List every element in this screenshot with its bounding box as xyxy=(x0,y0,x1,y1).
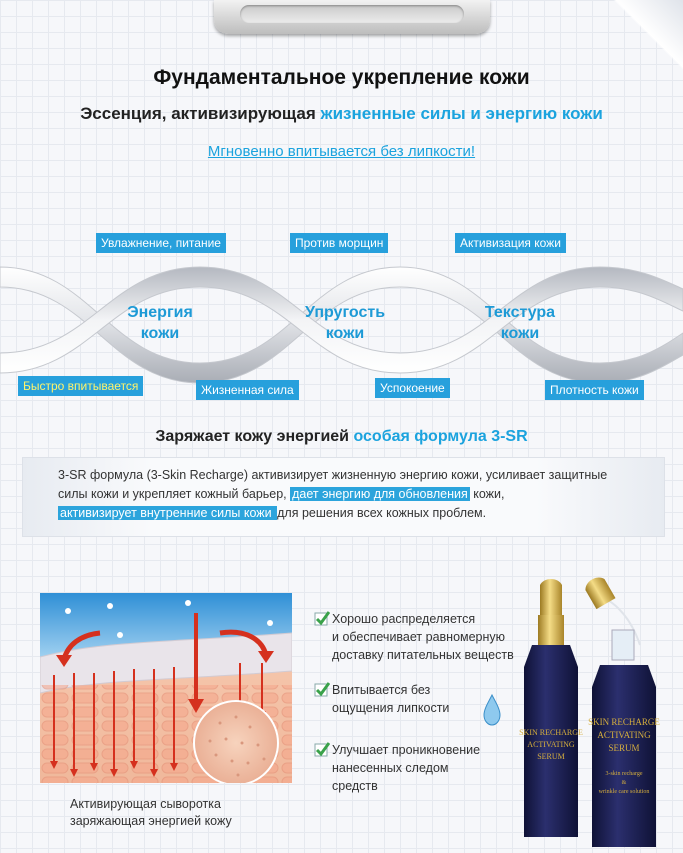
tag-anti-wrinkle: Против морщин xyxy=(290,233,388,253)
formula-heading-plain: Заряжает кожу энергией xyxy=(155,428,354,445)
page-title: Фундаментальное укрепление кожи xyxy=(153,66,530,89)
feature-text xyxy=(332,681,449,717)
caption-line: заряжающая энергией кожу xyxy=(70,814,232,828)
helix-label-texture xyxy=(470,302,570,344)
front-bottle xyxy=(592,665,656,847)
feature-line: Улучшает проникновение xyxy=(332,743,481,757)
formula-text xyxy=(58,466,638,523)
clipboard-clip xyxy=(214,0,490,34)
feature-line: Хорошо распределяется xyxy=(332,612,476,626)
formula-text-part: для решения всех кожных проблем. xyxy=(277,506,487,520)
label-line: кожи xyxy=(325,325,365,342)
particle-dot xyxy=(107,603,113,609)
formula-text-part: кожи, xyxy=(469,487,505,501)
front-bottle-subtext: 3-skin recharge xyxy=(605,771,643,777)
formula-heading xyxy=(0,428,683,446)
feature-item xyxy=(314,741,480,795)
front-bottle-subtext: & xyxy=(621,780,627,786)
tag-vitality: Жизненная сила xyxy=(196,380,299,400)
feature-text xyxy=(332,741,480,795)
label-line: кожи xyxy=(140,325,180,342)
front-bottle-label: SERUM xyxy=(608,743,640,753)
dropper-bulb xyxy=(540,579,562,615)
checkmark-icon xyxy=(314,610,330,626)
page-subtitle xyxy=(0,104,683,124)
formula-heading-accent: особая формула 3-SR xyxy=(353,428,528,445)
helix-label-energy xyxy=(110,302,210,344)
tag-activation: Активизация кожи xyxy=(455,233,566,253)
feature-line: доставку питательных веществ xyxy=(332,648,514,662)
tag-moisture: Увлажнение, питание xyxy=(96,233,226,253)
front-bottle-label: SKIN RECHARGE xyxy=(588,717,660,727)
label-line: кожи xyxy=(500,325,540,342)
label-line: Текстура xyxy=(484,304,556,321)
back-bottle-label: ACTIVATING xyxy=(527,740,575,749)
feature-line: средств xyxy=(332,779,378,793)
feature-line: ощущения липкости xyxy=(332,701,450,715)
checkmark-icon xyxy=(314,741,330,757)
back-bottle-label: SERUM xyxy=(537,752,565,761)
zoom-circle xyxy=(194,701,278,783)
glass-neck xyxy=(612,630,634,660)
tag-soothing: Успокоение xyxy=(375,378,450,398)
feature-item xyxy=(314,681,449,717)
particle-dot xyxy=(267,620,273,626)
feature-line: и обеспечивает равномерную xyxy=(332,630,506,644)
caption-line: Активирующая сыворотка xyxy=(70,797,221,811)
paper-curl xyxy=(613,0,683,70)
back-bottle-label: SKIN RECHARGE xyxy=(519,728,583,737)
tag-density: Плотность кожи xyxy=(545,380,644,400)
label-line: Упругость xyxy=(304,304,386,321)
formula-highlight: активизирует внутренние силы кожи xyxy=(60,506,276,520)
tag-fast-absorb: Быстро впитывается xyxy=(18,376,143,396)
skin-layers-illustration xyxy=(40,593,292,783)
formula-text-part: 3-SR формула (3-Skin Recharge) активизирует жизненную энергию кожи, усиливает защитные силы кожи и укрепляет кожный барьер, xyxy=(58,468,608,501)
tagline: Мгновенно впитывается без липкости! xyxy=(207,143,476,160)
illustration-caption xyxy=(70,796,232,830)
label-line: Энергия xyxy=(127,304,193,321)
formula-highlight: дает энергию для обновления xyxy=(292,487,468,501)
serum-bottles-image xyxy=(480,575,680,850)
feature-line: Впитывается без xyxy=(332,683,431,697)
subtitle-accent: жизненные силы и энергию кожи xyxy=(320,104,603,123)
particle-dot xyxy=(65,608,71,614)
front-bottle-subtext: wrinkle care solution xyxy=(598,789,650,795)
dropper-cap xyxy=(582,575,615,609)
serum-drop xyxy=(484,695,500,725)
front-bottle-label: ACTIVATING xyxy=(597,730,651,740)
clip-slot xyxy=(240,5,464,23)
particle-dot xyxy=(117,632,123,638)
subtitle-plain: Эссенция, активизирующая xyxy=(80,104,321,123)
feature-line: нанесенных следом xyxy=(332,761,449,775)
dropper-collar xyxy=(538,615,564,645)
checkmark-icon xyxy=(314,681,330,697)
helix-label-firmness xyxy=(290,302,400,344)
particle-dot xyxy=(185,600,191,606)
